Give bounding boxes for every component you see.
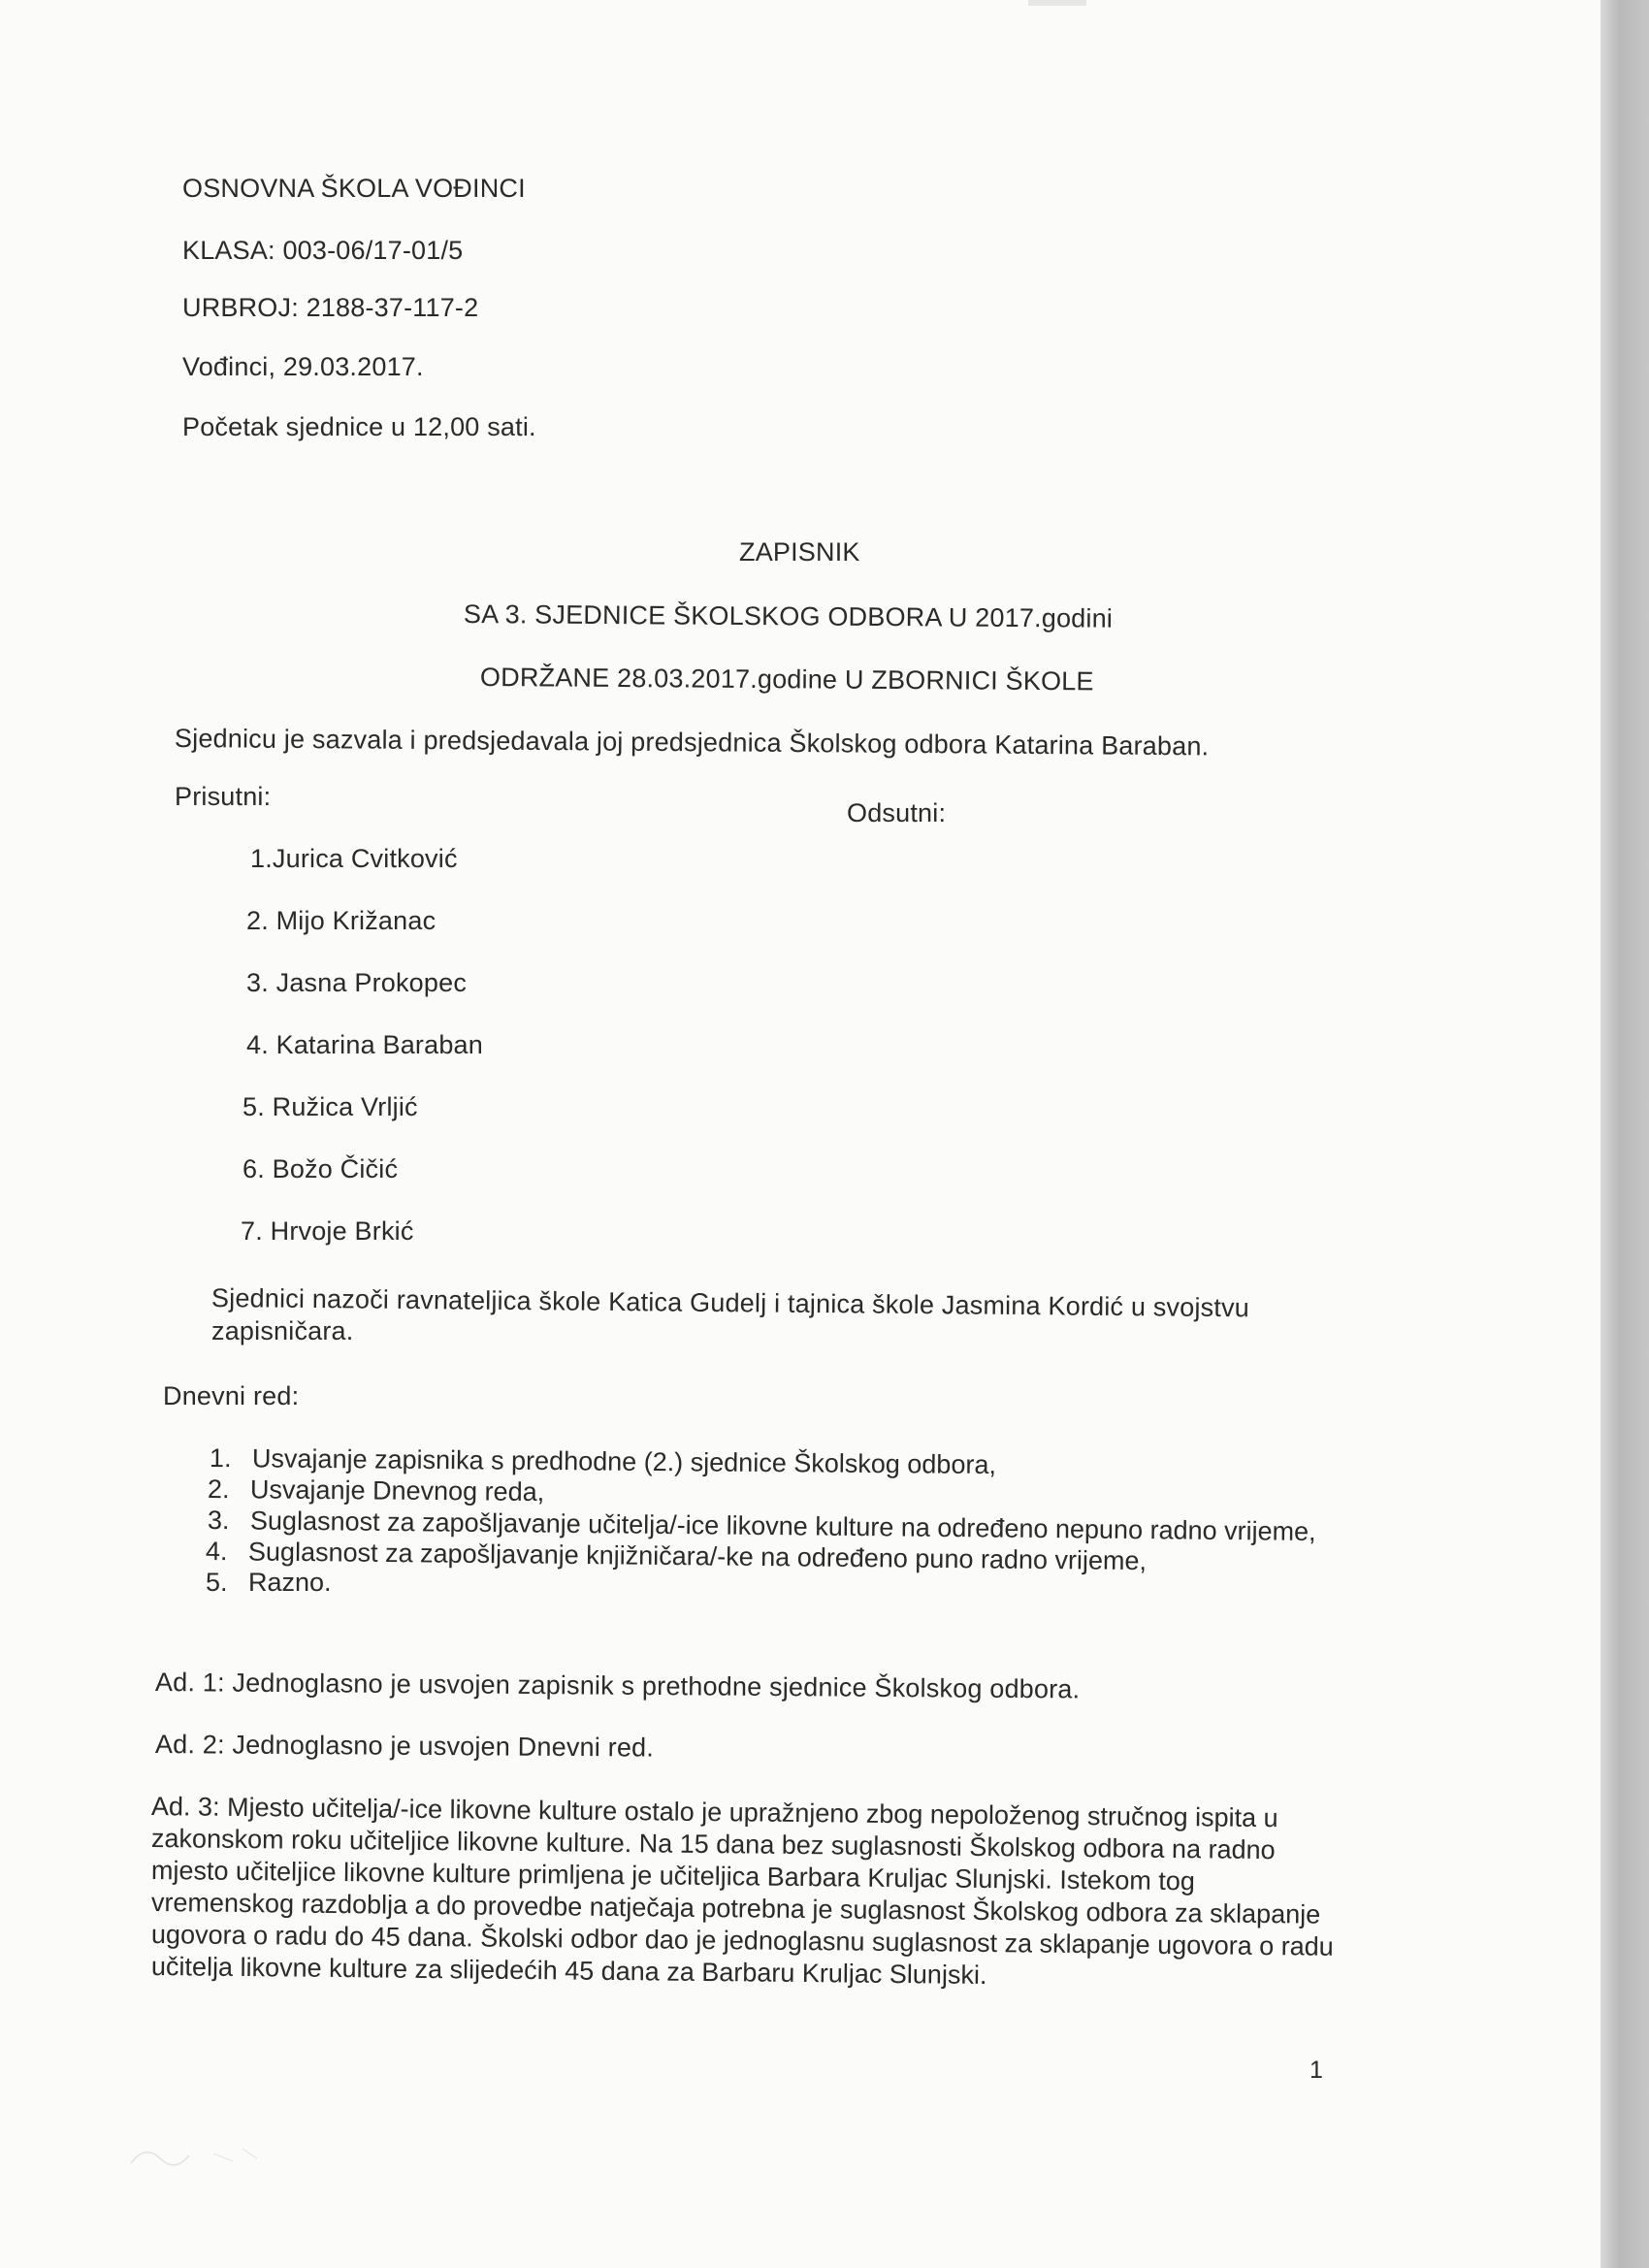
ad3-line: zakonskom roku učiteljice likovne kulture. Na 15 dana bez suglasnosti Školskog odbora na radno (150, 1824, 1276, 1865)
list-item: 4. Katarina Baraban (246, 1030, 483, 1059)
agenda-number: 4. (205, 1537, 228, 1567)
agenda-text: Suglasnost za zapošljavanje učitelja/-ice likovne kulture na određeno nepuno radno vrijeme, (249, 1506, 1316, 1546)
list-item (208, 1474, 544, 1508)
ad2-paragraph: Ad. 2: Jednoglasno je usvojen Dnevni red. (154, 1730, 655, 1763)
ad3-line: učitelja likovne kulture za slijedećih 45 dana za Barbaru Kruljac Slunjski. (150, 1952, 987, 1991)
school-name: OSNOVNA ŠKOLA VOĐINCI (182, 174, 526, 203)
absent-label: Odsutni: (847, 798, 947, 827)
document-subtitle: SA 3. SJEDNICE ŠKOLSKOG ODBORA U 2017.godini (463, 599, 1114, 633)
list-item: 7. Hrvoje Brkić (241, 1216, 414, 1246)
ad3-line: mjesto učiteljice likovne kulture primljena je učiteljica Barbara Kruljac Slunjski. Istekom tog (150, 1856, 1196, 1896)
agenda-number: 5. (206, 1568, 228, 1597)
ad3-line: vremenskog razdoblja a do provedbe natječaja potrebna je suglasnost Školskog odbora za sklapanje (150, 1888, 1321, 1929)
list-item: 2. Mijo Križanac (246, 906, 436, 935)
start-time-line: Početak sjednice u 12,00 sati. (182, 412, 536, 441)
ad3-line: ugovora o radu do 45 dana. Školski odbor dao je jednoglasnu suglasnost za sklapanje ugovora o radu (150, 1920, 1334, 1961)
list-item: 1.Jurica Cvitković (250, 844, 458, 873)
list-item: 5. Ružica Vrljić (242, 1092, 418, 1121)
document-title: ZAPISNIK (739, 537, 860, 567)
attending-note-line1: Sjednici nazoči ravnateljica škole Katica Gudelj i tajnica škole Jasmina Kordić u svojstvu (210, 1283, 1250, 1323)
urbroj-line: URBROJ: 2188-37-117-2 (182, 293, 479, 322)
scanner-edge-shadow (1600, 0, 1649, 2268)
document-subtitle-2: ODRŽANE 28.03.2017.godine U ZBORNICI ŠKOLE (479, 663, 1094, 697)
ad3-line: Ad. 3: Mjesto učitelja/-ice likovne kulture ostalo je upražnjeno zbog nepoloženog stručnog ispita u (150, 1792, 1278, 1833)
scanner-top-mark (1028, 0, 1086, 6)
agenda-text: Suglasnost za zapošljavanje knjižničara/-ke na određeno puno radno vrijeme, (247, 1537, 1148, 1576)
scan-smudge (126, 2134, 272, 2173)
agenda-text: Usvajanje zapisnika s predhodne (2.) sjednice Školskog odbora, (251, 1443, 997, 1480)
agenda-text: Usvajanje Dnevnog reda, (249, 1474, 545, 1507)
list-item: 6. Božo Čičić (242, 1154, 399, 1183)
agenda-number: 1. (209, 1443, 232, 1474)
present-label: Prisutni: (175, 782, 272, 811)
list-item (206, 1567, 332, 1599)
agenda-label: Dnevni red: (163, 1381, 300, 1410)
ad1-paragraph: Ad. 1: Jednoglasno je usvojen zapisnik s prethodne sjednice Školskog odbora. (154, 1668, 1081, 1704)
page-number: 1 (1310, 2057, 1323, 2084)
session-intro: Sjednicu je sazvala i predsjedavala joj predsjednica Školskog odbora Katarina Baraban. (174, 724, 1210, 761)
agenda-text: Razno. (248, 1568, 332, 1597)
agenda-number: 3. (207, 1506, 230, 1536)
attending-note-line2: zapisničara. (211, 1316, 354, 1345)
place-date-line: Vođinci, 29.03.2017. (182, 352, 424, 381)
klasa-line: KLASA: 003-06/17-01/5 (182, 236, 464, 265)
list-item: 3. Jasna Prokopec (246, 968, 468, 997)
agenda-number: 2. (207, 1474, 230, 1505)
